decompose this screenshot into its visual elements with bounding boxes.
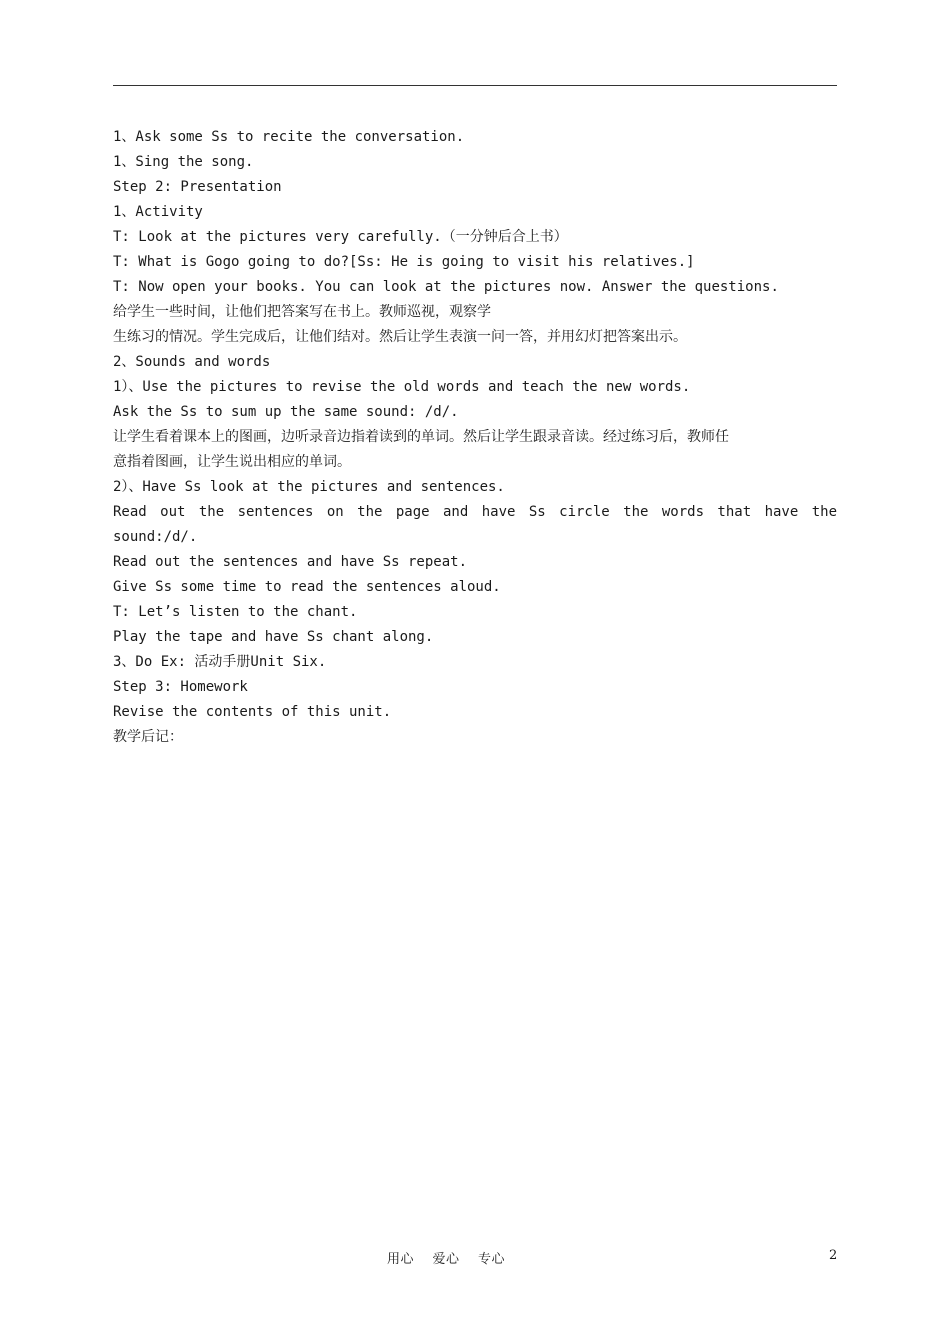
body-line: 意指着图画，让学生说出相应的单词。 bbox=[113, 454, 351, 470]
body-line: 3、Do Ex: 活动手册Unit Six. bbox=[113, 654, 327, 670]
body-line: 1、Ask some Ss to recite the conversation. bbox=[113, 129, 465, 145]
body-line: Play the tape and have Ss chant along. bbox=[113, 629, 434, 645]
body-line: T: Now open your books. You can look at the pictures now. Answer the questions. bbox=[113, 279, 779, 295]
body-line: 1、Activity bbox=[113, 204, 203, 220]
body-line: Step 3: Homework bbox=[113, 679, 248, 695]
body-line: Revise the contents of this unit. bbox=[113, 704, 392, 720]
body-line: 让学生看着课本上的图画，边听录音边指着读到的单词。然后让学生跟录音读。经过练习后，教师任 bbox=[113, 429, 729, 445]
header-rule bbox=[113, 85, 837, 86]
body-line: Read out the sentences on the page and have Ss circle the words that have the bbox=[113, 504, 837, 520]
body-line: Ask the Ss to sum up the same sound: /d/. bbox=[113, 404, 459, 420]
body-line: T: Look at the pictures very carefully.（一分钟后合上书） bbox=[113, 229, 568, 245]
footer-motto: 用心 爱心 专心 bbox=[387, 1252, 506, 1267]
body-line: T: Let’s listen to the chant. bbox=[113, 604, 358, 620]
page-footer bbox=[0, 1248, 950, 1268]
body-line: 1、Sing the song. bbox=[113, 154, 254, 170]
body-line: T: What is Gogo going to do?[Ss: He is going to visit his relatives.] bbox=[113, 254, 695, 270]
body-line: 2、Sounds and words bbox=[113, 354, 271, 370]
body-line: Read out the sentences and have Ss repeat. bbox=[113, 554, 468, 570]
page-number: 2 bbox=[829, 1248, 838, 1263]
body-line: 2）、Have Ss look at the pictures and sentences. bbox=[113, 479, 505, 495]
body-line: 教学后记： bbox=[113, 729, 183, 745]
body-line: sound:/d/. bbox=[113, 529, 198, 545]
body-line: 生练习的情况。学生完成后，让他们结对。然后让学生表演一问一答，并用幻灯把答案出示。 bbox=[113, 329, 687, 345]
document-body bbox=[113, 125, 837, 750]
body-line: Step 2: Presentation bbox=[113, 179, 282, 195]
body-line: 给学生一些时间，让他们把答案写在书上。教师巡视，观察学 bbox=[113, 304, 491, 320]
body-line: 1）、Use the pictures to revise the old words and teach the new words. bbox=[113, 379, 691, 395]
body-line: Give Ss some time to read the sentences aloud. bbox=[113, 579, 501, 595]
